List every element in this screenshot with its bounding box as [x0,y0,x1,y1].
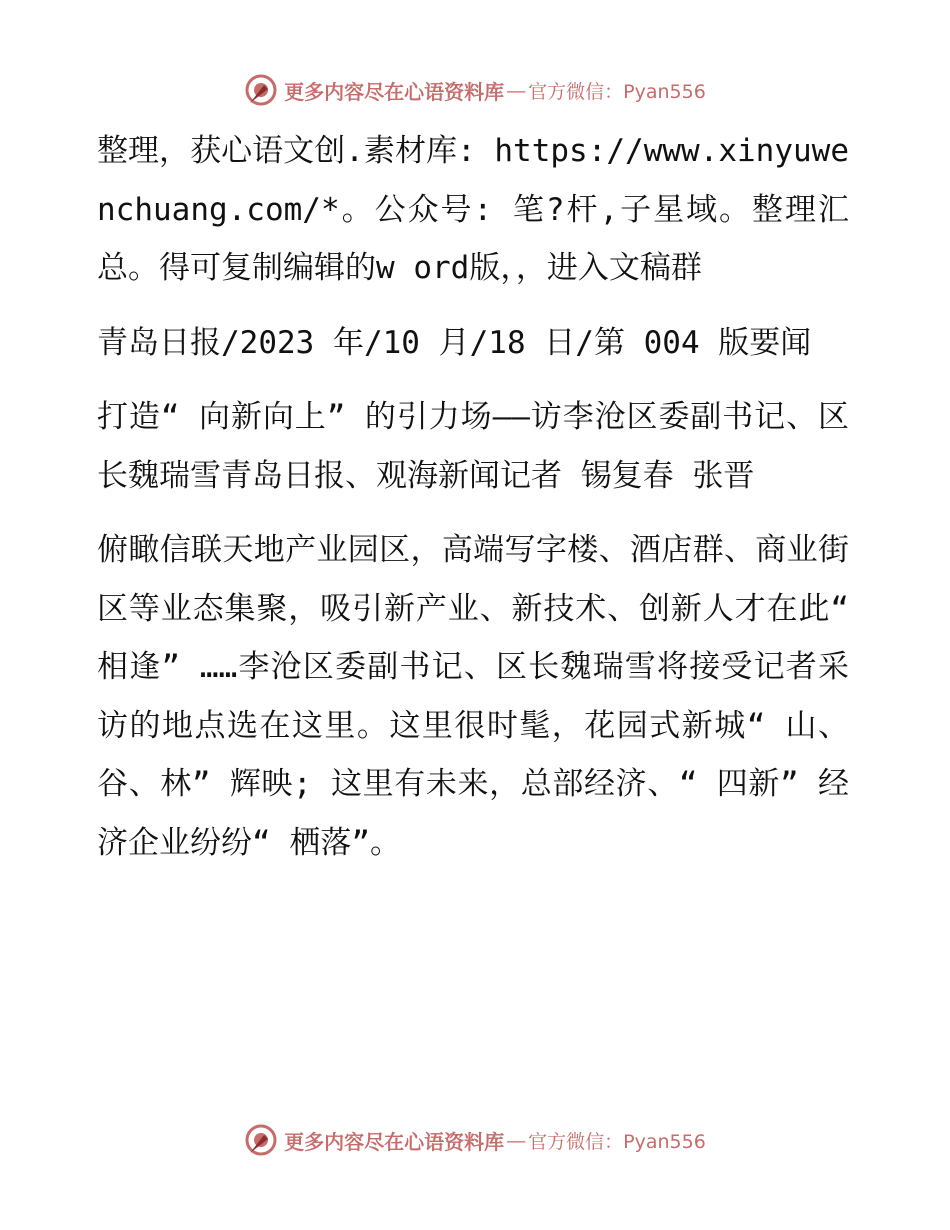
banner-dash: — [506,78,527,102]
pen-logo-icon [244,73,278,107]
footer-watermark-banner [0,1120,950,1160]
banner-dash: — [506,1128,527,1152]
banner-slogan: 更多内容尽在心语资料库 [284,79,505,104]
header-watermark-banner [0,70,950,110]
banner-slogan: 更多内容尽在心语资料库 [284,1129,505,1154]
document-body [97,122,849,888]
banner-wechat: 官方微信：Pyan556 [528,80,706,103]
article-body-paragraph: 俯瞰信联天地产业园区，高端写字楼、酒店群、商业街区等业态集聚，吸引新产业、新技术、创新人才在此“ 相逢” ……李沧区委副书记、区长魏瑞雪将接受记者采访的地点选在这里。这里很时髦，花园式新城“ 山、谷、林” 辉映; 这里有未来，总部经济、“ 四新” 经济企业纷纷“ 栖落”。 [97,532,849,861]
pen-logo-icon [244,1123,278,1157]
article-title: 打造“ 向新向上” 的引力场——访李沧区委副书记、区长魏瑞雪青岛日报、观海新闻记者 锡复春 张晋 [97,399,849,494]
intro-paragraph: 整理，获心语文创.素材库: https://www.xinyuwenchuang.com/*。公众号: 笔?杆,子星域。整理汇总。得可复制编辑的w ord版，，进入文稿群 [97,133,849,286]
source-line: 青岛日报/2023 年/10 月/18 日/第 004 版要闻 [97,324,812,361]
banner-wechat: 官方微信：Pyan556 [528,1130,706,1153]
